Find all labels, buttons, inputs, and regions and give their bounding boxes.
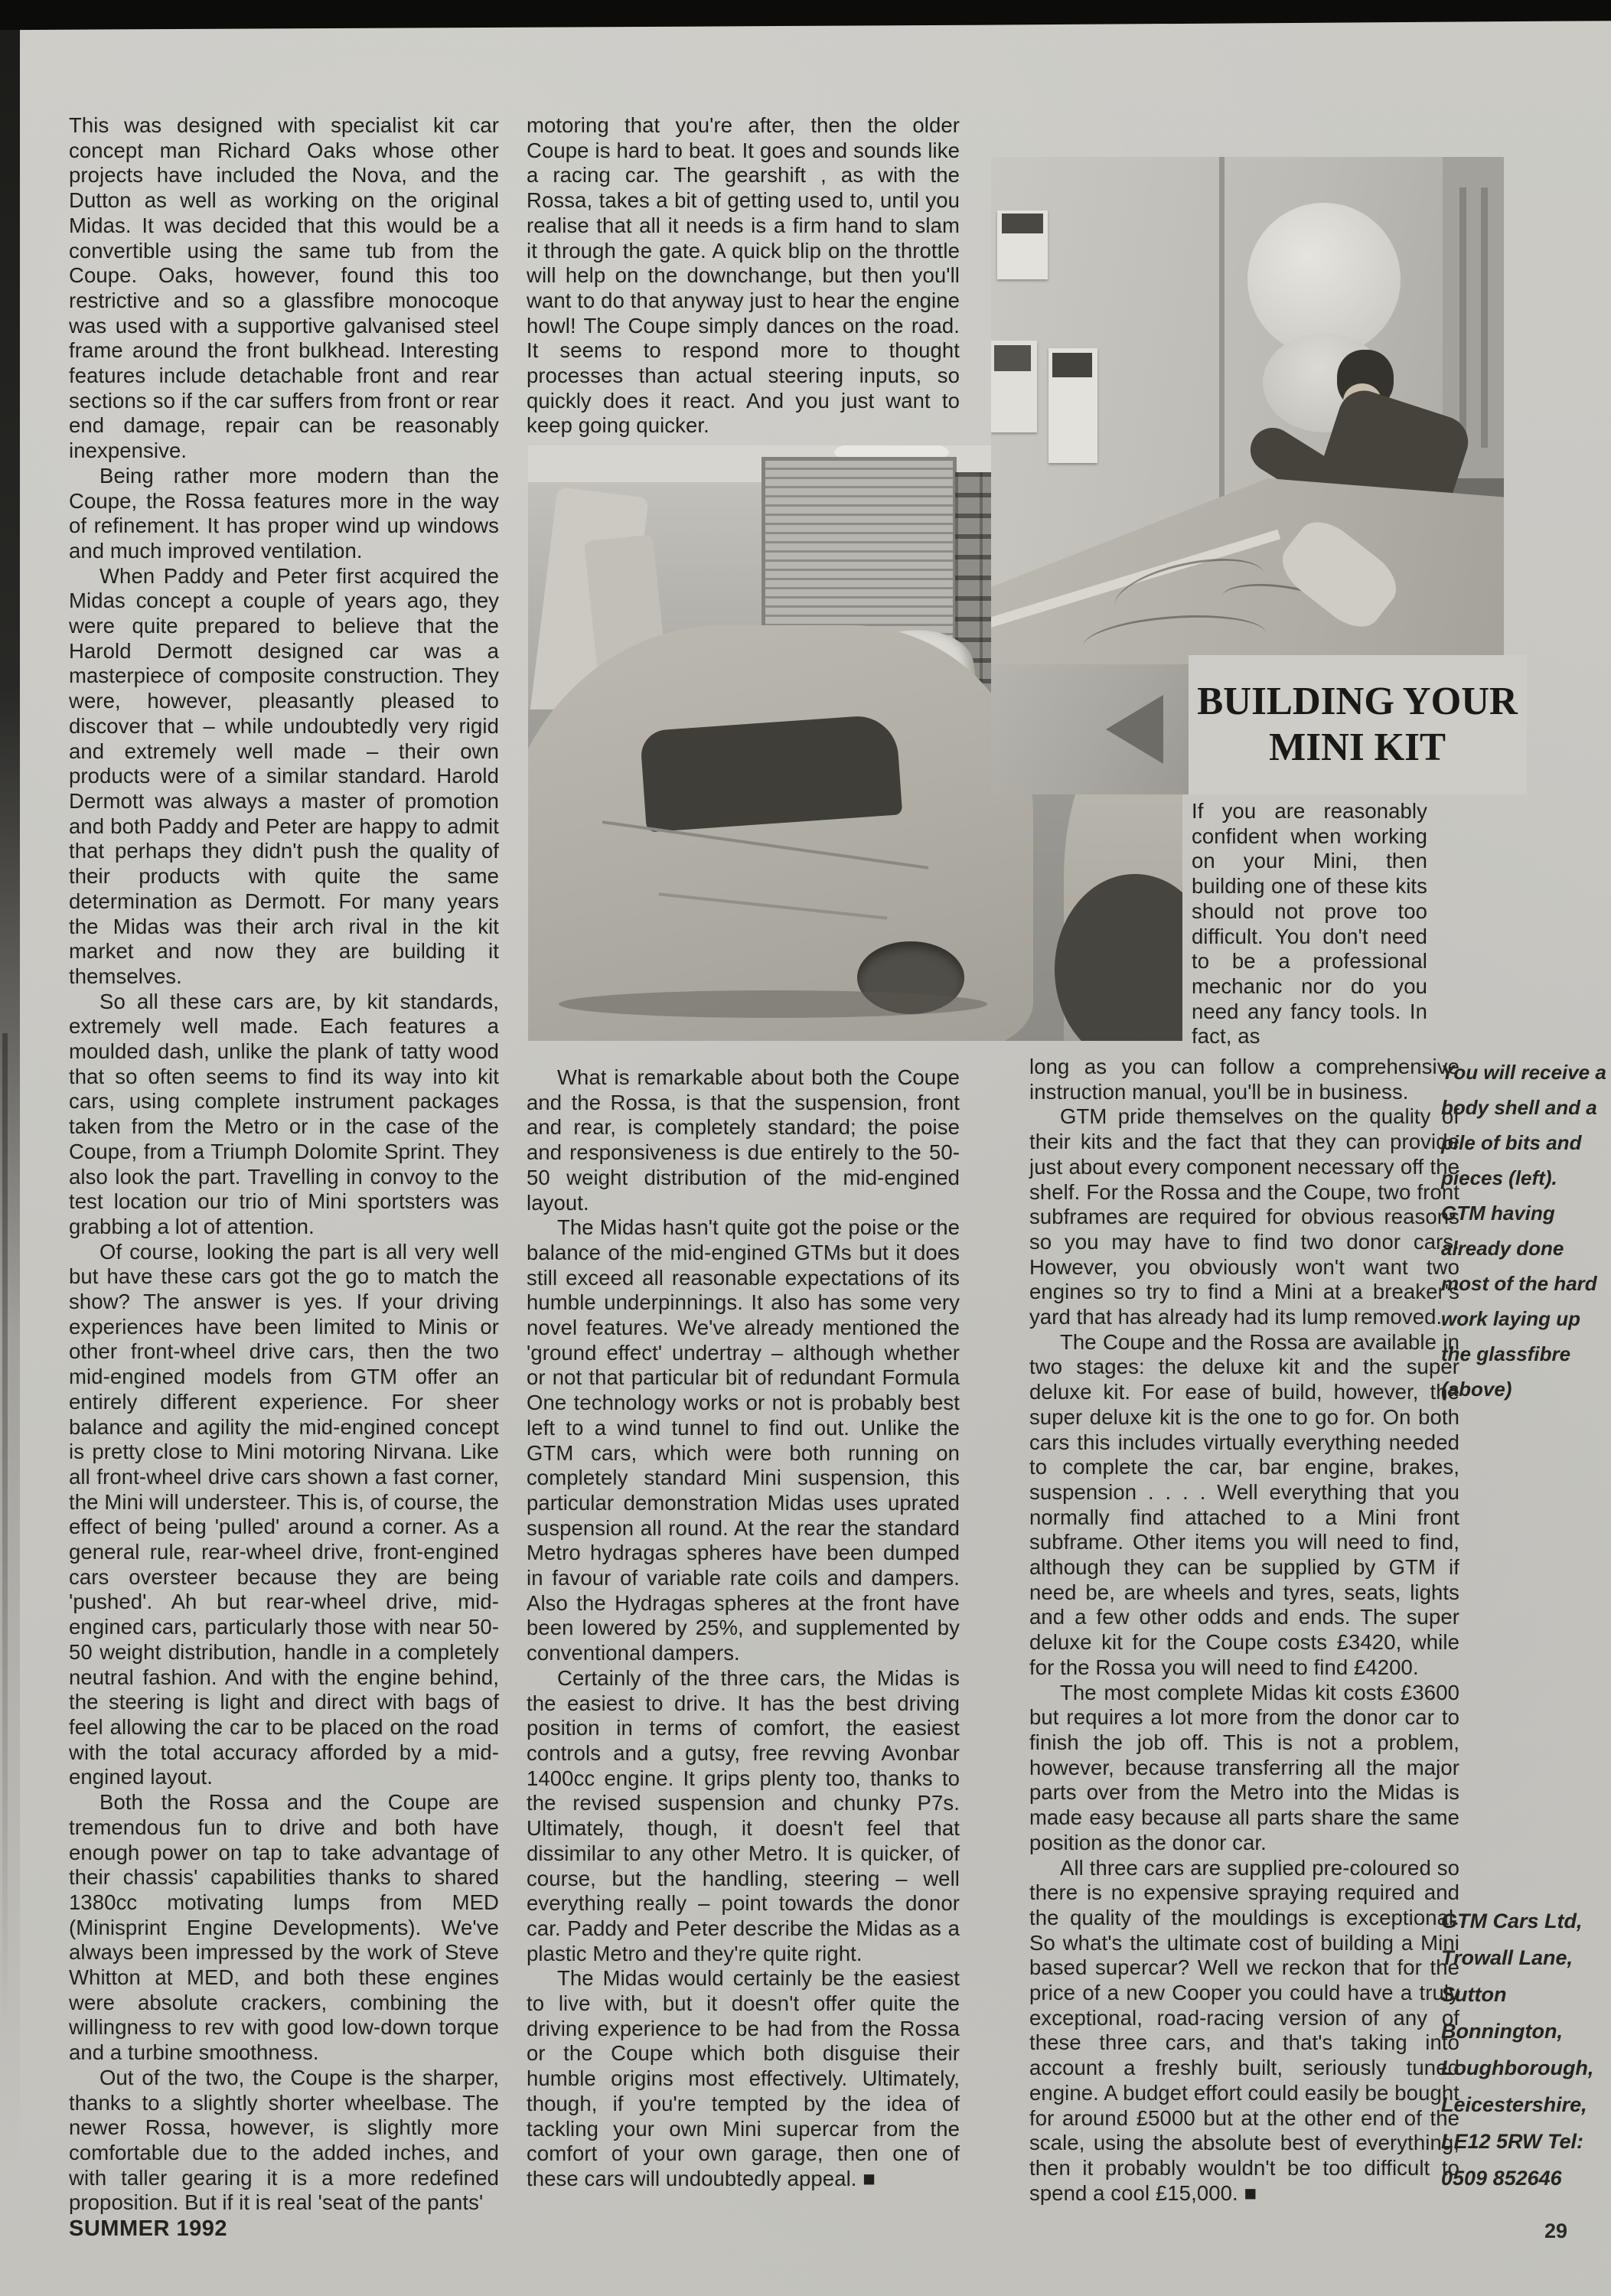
layup-photo xyxy=(991,157,1504,666)
door-frame xyxy=(1219,157,1225,509)
paragraph: long as you can follow a comprehensive instruction manual, you'll be in business. xyxy=(1029,1055,1459,1104)
caption-line: pieces (left). xyxy=(1441,1166,1557,1189)
ladder-rail xyxy=(1459,188,1466,448)
paragraph: So all these cars are, by kit standards, extremely well made. Each features a moulded dash, unlike the plank of tatty wood that so often seems to find its way into kit cars, using complete instrument packages taken from the Metro or in the case of the Coupe, from a Triumph Dolomite Sprint. They also look the part. Travelling in convoy to the test location our trio of Mini sportsters was grabbing a lot of attention. xyxy=(69,989,499,1238)
page-number: 29 xyxy=(1544,2219,1568,2242)
caption-line: You will receive a xyxy=(1441,1061,1606,1084)
paragraph: Being rather more modern than the Coupe, the Rossa features more in the way of refinement. It has proper wind up windows and much improved ventilation. xyxy=(69,463,499,563)
caption-line: 0509 852646 xyxy=(1441,2167,1562,2190)
caption-line: GTM Cars Ltd, xyxy=(1441,1910,1583,1932)
poster-image xyxy=(1002,214,1043,233)
paragraph: When Paddy and Peter first acquired the Midas concept a couple of years ago, they were quite prepared to believe that the Harold Dermott designed car was a masterpiece of composite construction. They were, however, pleasantly pleased to discover that – while undoubtedly very rigid and extremely well made – their own products were of a similar standard. Harold Dermott was always a master of promotion and both Paddy and Peter are happy to admit that perhaps they didn't push the quality of their products with quite the same determination as Dermott. For many years the Midas was their arch rival in the kit market and now they are building it themselves. xyxy=(69,563,499,988)
caption-line: Trowall Lane, xyxy=(1441,1946,1573,1969)
caption-line: pile of bits and xyxy=(1441,1131,1582,1154)
paragraph: If you are reasonably confident when working on your Mini, then building one of these kits should not prove too difficult. You don't need to be a professional mechanic nor do you need any fancy tools. In fact, as xyxy=(1192,799,1427,1049)
headline-panel xyxy=(1189,655,1527,794)
caption-line: already done xyxy=(1441,1237,1564,1260)
caption-line: Loughborough, xyxy=(1441,2056,1594,2079)
paragraph: The Coupe and the Rossa are available in two stages: the deluxe kit and the super deluxe kit. For ease of build, however, the super deluxe kit is the one to go for. On both cars this includes virtually everything needed to complete the car, bar engine, brakes, suspension . . . . Well everything that you normally find attached to a Mini front subframe. Other items you will need to find, although they can be supplied by GTM if need be, are wheels and tyres, seats, lights and a few other odds and ends. The super deluxe kit for the Coupe costs £3420, while for the Rossa you will need to find £4200. xyxy=(1029,1329,1459,1679)
paragraph: This was designed with specialist kit car concept man Richard Oaks whose other projects have included the Nova, and the Dutton as well as working on the original Midas. It was decided that this would be a convertible using the same tub from the Coupe. Oaks, however, found this too restrictive and so a glassfibre monocoque was used with a supportive galvanised steel frame around the front bulkhead. Interesting features include detachable front and rear sections so if the car suffers from front or rear end damage, repair can be reasonably inexpensive. xyxy=(69,113,499,463)
caption-line: most of the hard xyxy=(1441,1272,1597,1295)
paragraph: GTM pride themselves on the quality of their kits and the fact that they can provide just about every component necessary off the shelf. For the Rossa and the Coupe, two front subframes are required for obvious reasons so you may have to find two donor cars. However, you obviously won't want two engines so try to find a Mini at a breaker's yard that has already had its lump removed. xyxy=(1029,1104,1459,1329)
paragraph: Certainly of the three cars, the Midas is the easiest to drive. It has the best driving position in terms of comfort, the easiest controls and a gutsy, free revving Avonbar 1400cc engine. It grips plenty too, thanks to the revised suspension and chunky P7s. Ultimately, though, it doesn't feel that dissimilar to any other Metro. It is quicker, of course, but the handling, steering – well everything really – point towards the donor car. Paddy and Peter describe the Midas as a plastic Metro and they're quite right. xyxy=(527,1665,960,1965)
caption-line: Leicestershire, xyxy=(1441,2093,1587,2116)
article-column-2-top xyxy=(527,113,960,439)
car-shadow xyxy=(559,990,987,1018)
caption-line: body shell and a xyxy=(1441,1096,1597,1119)
article-column-3-main xyxy=(1029,1055,1459,2206)
article-column-2-bottom xyxy=(527,1065,960,2192)
paragraph: Of course, looking the part is all very well but have these cars got the go to match the show? The answer is yes. If your driving experiences have been limited to Minis or other front-wheel drive cars, then the two mid-engined models from GTM offer an entirely different experience. For sheer balance and agility the mid-engined concept is pretty close to Mini motoring Nirvana. Like all front-wheel drive cars shown a fast corner, the Mini will understeer. This is, of course, the effect of being 'pulled' around a corner. As a general rule, rear-wheel drive, front-engined cars oversteer because they are being 'pushed'. Ah but rear-wheel drive, mid-engined cars, particularly those with near 50-50 weight distribution, handle in a completely neutral fashion. And with the engine behind, the steering is light and direct with bags of feel allowing the car to be placed on the road with the total accuracy afforded by a mid-engined layout. xyxy=(69,1239,499,1789)
caption-line: LE12 5RW Tel: xyxy=(1441,2130,1584,2153)
car-window-opening xyxy=(640,713,902,832)
footer-issue-label: SUMMER 1992 xyxy=(69,2216,227,2241)
caption-line: GTM having xyxy=(1441,1202,1555,1225)
paragraph: All three cars are supplied pre-coloured so there is no expensive spraying required and the quality of the mouldings is exceptional. So what's the ultimate cost of building a Mini based supercar? Well we reckon that for the price of a new Cooper you could have a truly exceptional, road-racing version of any of these three cars, and that's taking into account a freshly built, seriously tuned engine. A budget effort could easily be bought for around £5000 but at the other end of the scale, using the absolute best of everything, then it probably wouldn't be too difficult to spend a cool £15,000. ■ xyxy=(1029,1855,1459,2205)
paragraph: What is remarkable about both the Coupe and the Rossa, is that the suspension, front and rear, is completely standard; the poise and responsiveness is due entirely to the 50-50 weight distribution of the mid-engined layout. xyxy=(527,1065,960,1215)
headline-line-2: MINI KIT xyxy=(1269,726,1446,769)
caption-line: Sutton xyxy=(1441,1983,1507,2006)
top-scan-edge xyxy=(0,0,1611,31)
headline-line-1: BUILDING YOUR xyxy=(1197,680,1518,723)
photo-caption xyxy=(1441,1055,1606,1407)
paragraph: Out of the two, the Coupe is the sharper, thanks to a slightly shorter wheelbase. The newer Rossa, however, is slightly more comfortable due to the added inches, and with taller gearing it is a more redefined proposition. But if it is real 'seat of the pants' xyxy=(69,2065,499,2215)
caption-line: the glassfibre xyxy=(1441,1342,1571,1365)
article-headline xyxy=(1198,679,1518,771)
poster-image xyxy=(1052,353,1092,377)
article-column-1 xyxy=(69,113,499,2216)
photo-corner-wedge xyxy=(991,664,1190,794)
paragraph: The Midas hasn't quite got the poise or the balance of the mid-engined GTMs but it does still exceed all reasonable expectations of its humble underpinnings. It also has some very novel features. We've already mentioned the 'ground effect' undertray – although whether or not that particular bit of redundant Formula One technology works or not is probably best left to a wind tunnel to find out. Unlike the GTM cars, which were both running on completely standard Mini suspension, this particular demonstration Midas uses uprated suspension all round. At the rear the standard Metro hydragas spheres have been dumped in favour of variable rate coils and dampers. Also the Hydragas spheres at the front have been lowered by 25%, and supplemented by conventional dampers. xyxy=(527,1215,960,1665)
paragraph: The most complete Midas kit costs £3600 but requires a lot more from the donor car to finish the job off. This is not a problem, however, because transferring all the major parts over from the Metro into the Midas is made easy because all parts share the same position as the donor car. xyxy=(1029,1680,1459,1854)
caption-line: work laying up xyxy=(1441,1307,1581,1330)
article-column-3-intro xyxy=(1192,799,1427,1049)
left-scan-crease xyxy=(2,1033,8,2028)
paragraph: motoring that you're after, then the older Coupe is hard to beat. It goes and sounds like a racing car. The gearshift , as with the Rossa, takes a bit of getting used to, until you realise that all it needs is a firm hand to slam it through the gate. A quick blip on the throttle will help on the downchange, but then you'll want to do that anyway just to hear the engine howl! The Coupe simply dances on the road. It seems to respond more to thought processes than actual steering inputs, so quickly does it react. And you just want to keep going quicker. xyxy=(527,113,960,438)
paragraph: Both the Rossa and the Coupe are tremendous fun to drive and both have enough power on tap to take advantage of their chassis' capabilities thanks to shared 1380cc motivating lumps from MED (Minisprint Engine Developments). We've always been impressed by the work of Steve Whitton at MED, and both these engines were absolute crackers, combining the willingness to rev with good low-down torque and a turbine smoothness. xyxy=(69,1790,499,2065)
caption-arrow-icon xyxy=(1106,695,1163,764)
caption-line: (above) xyxy=(1441,1378,1512,1401)
caption-line: Bonnington, xyxy=(1441,2020,1563,2043)
ladder-rail xyxy=(1481,188,1488,448)
paragraph: The Midas would certainly be the easiest to live with, but it doesn't offer quite the driving experience to be had from the Rossa or the Coupe which both disguise their humble origins most effectively. Ultimately, though, if you're tempted by the idea of tackling your own Mini supercar from the comfort of your own garage, then one of these cars will undoubtedly appeal. ■ xyxy=(527,1966,960,2190)
address-caption xyxy=(1441,1903,1593,2197)
poster-image xyxy=(994,345,1031,371)
